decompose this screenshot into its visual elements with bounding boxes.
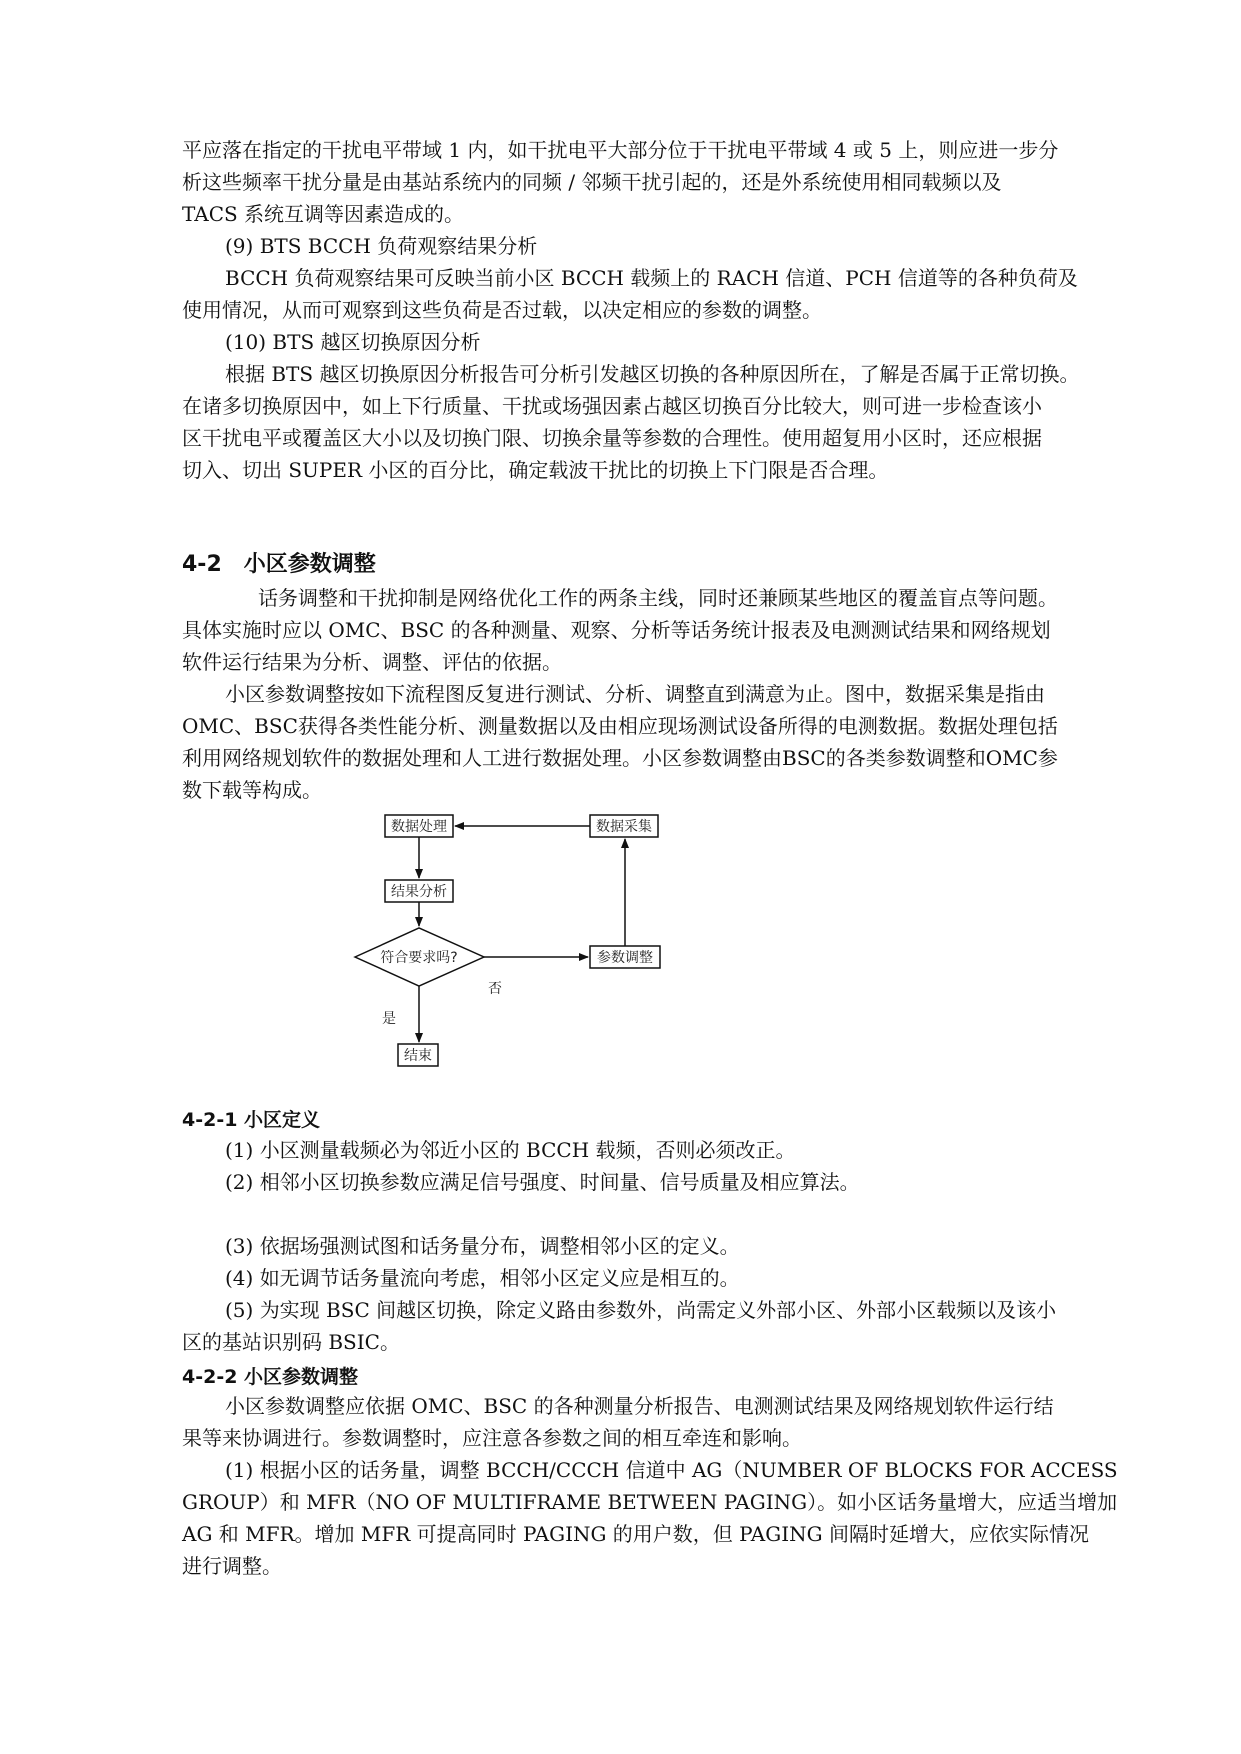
section-4-2-line-3: 软件运行结果为分析、调整、评估的依据。	[182, 650, 562, 674]
section-4-2-1-item-3: (3) 依据场强测试图和话务量分布，调整相邻小区的定义。	[225, 1234, 740, 1258]
section-4-2-2-line-1: 小区参数调整应依据 OMC、BSC 的各种测量分析报告、电测测试结果及网络规划软件运行结	[225, 1394, 1054, 1418]
section-4-2-line-2: 具体实施时应以 OMC、BSC 的各种测量、观察、分析等话务统计报表及电测测试结果和网络规划	[182, 618, 1051, 642]
param-adjust-label: 参数调整	[597, 950, 653, 966]
decision-label: 符合要求吗?	[380, 950, 458, 966]
intro-line-3: TACS 系统互调等因素造成的。	[182, 202, 465, 226]
section-4-2-title: 4-2 小区参数调整	[182, 552, 376, 577]
section-4-2-2-line-2: 果等来协调进行。参数调整时，应注意各参数之间的相互牵连和影响。	[182, 1426, 802, 1450]
intro-line-2: 析这些频率干扰分量是由基站系统内的同频 / 邻频干扰引起的，还是外系统使用相同载频以及	[182, 170, 1002, 194]
intro-line-11: 切入、切出 SUPER 小区的百分比，确定载波干扰比的切换上下门限是否合理。	[182, 458, 889, 482]
section-4-2-line-1: 话务调整和干扰抑制是网络优化工作的两条主线，同时还兼顾某些地区的覆盖盲点等问题。	[258, 586, 1058, 610]
section-4-2-1-item-1: (1) 小区测量载频必为邻近小区的 BCCH 载频，否则必须改正。	[225, 1138, 796, 1162]
yes-branch-label: 是	[382, 1011, 396, 1027]
section-4-2-2-line-4: GROUP）和 MFR（NO OF MULTIFRAME BETWEEN PAGING）。如小区话务量增大，应适当增加	[182, 1490, 1118, 1514]
data-processing-label: 数据处理	[391, 819, 447, 835]
section-4-2-line-4: 小区参数调整按如下流程图反复进行测试、分析、调整直到满意为止。图中，数据采集是指由	[225, 682, 1045, 706]
intro-line-9: 在诸多切换原因中，如上下行质量、干扰或场强因素占越区切换百分比较大，则可进一步检查该小	[182, 394, 1042, 418]
intro-item-9-heading: (9) BTS BCCH 负荷观察结果分析	[225, 234, 538, 258]
end-label: 结束	[404, 1048, 432, 1064]
section-4-2-1-title: 4-2-1 小区定义	[182, 1109, 321, 1131]
section-4-2-2-line-6: 进行调整。	[182, 1554, 282, 1578]
intro-item-10-heading: (10) BTS 越区切换原因分析	[225, 330, 481, 354]
section-4-2-line-6: 利用网络规划软件的数据处理和人工进行数据处理。小区参数调整由BSC的各类参数调整和OMC参	[182, 746, 1058, 770]
intro-line-1: 平应落在指定的干扰电平带域 1 内，如干扰电平大部分位于干扰电平带域 4 或 5 上，则应进一步分	[182, 138, 1059, 162]
section-4-2-line-5: OMC、BSC获得各类性能分析、测量数据以及由相应现场测试设备所得的电测数据。数据处理包括	[182, 714, 1058, 738]
intro-line-8: 根据 BTS 越区切换原因分析报告可分析引发越区切换的各种原因所在，了解是否属于正常切换。	[225, 362, 1080, 386]
section-4-2-1-item-5: (5) 为实现 BSC 间越区切换，除定义路由参数外，尚需定义外部小区、外部小区载频以及该小	[225, 1298, 1057, 1322]
intro-line-5: BCCH 负荷观察结果可反映当前小区 BCCH 载频上的 RACH 信道、PCH 信道等的各种负荷及	[225, 266, 1078, 290]
section-4-2-2-line-3: (1) 根据小区的话务量，调整 BCCH/CCCH 信道中 AG（NUMBER OF BLOCKS FOR ACCESS	[225, 1458, 1118, 1482]
section-4-2-line-7: 数下载等构成。	[182, 778, 322, 802]
section-4-2-1-item-5-cont: 区的基站识别码 BSIC。	[182, 1330, 400, 1354]
intro-line-6: 使用情况，从而可观察到这些负荷是否过载，以决定相应的参数的调整。	[182, 298, 822, 322]
section-4-2-2-line-5: AG 和 MFR。增加 MFR 可提高同时 PAGING 的用户数，但 PAGING 间隔时延增大，应依实际情况	[182, 1522, 1089, 1546]
no-branch-label: 否	[488, 981, 502, 997]
section-4-2-2-title: 4-2-2 小区参数调整	[182, 1366, 359, 1388]
section-4-2-1-item-4: (4) 如无调节话务量流向考虑，相邻小区定义应是相互的。	[225, 1266, 740, 1290]
result-analysis-label: 结果分析	[391, 884, 447, 900]
data-collection-label: 数据采集	[596, 819, 652, 835]
intro-line-10: 区干扰电平或覆盖区大小以及切换门限、切换余量等参数的合理性。使用超复用小区时，还应根据	[182, 426, 1042, 450]
section-4-2-1-item-2: (2) 相邻小区切换参数应满足信号强度、时间量、信号质量及相应算法。	[225, 1170, 860, 1194]
